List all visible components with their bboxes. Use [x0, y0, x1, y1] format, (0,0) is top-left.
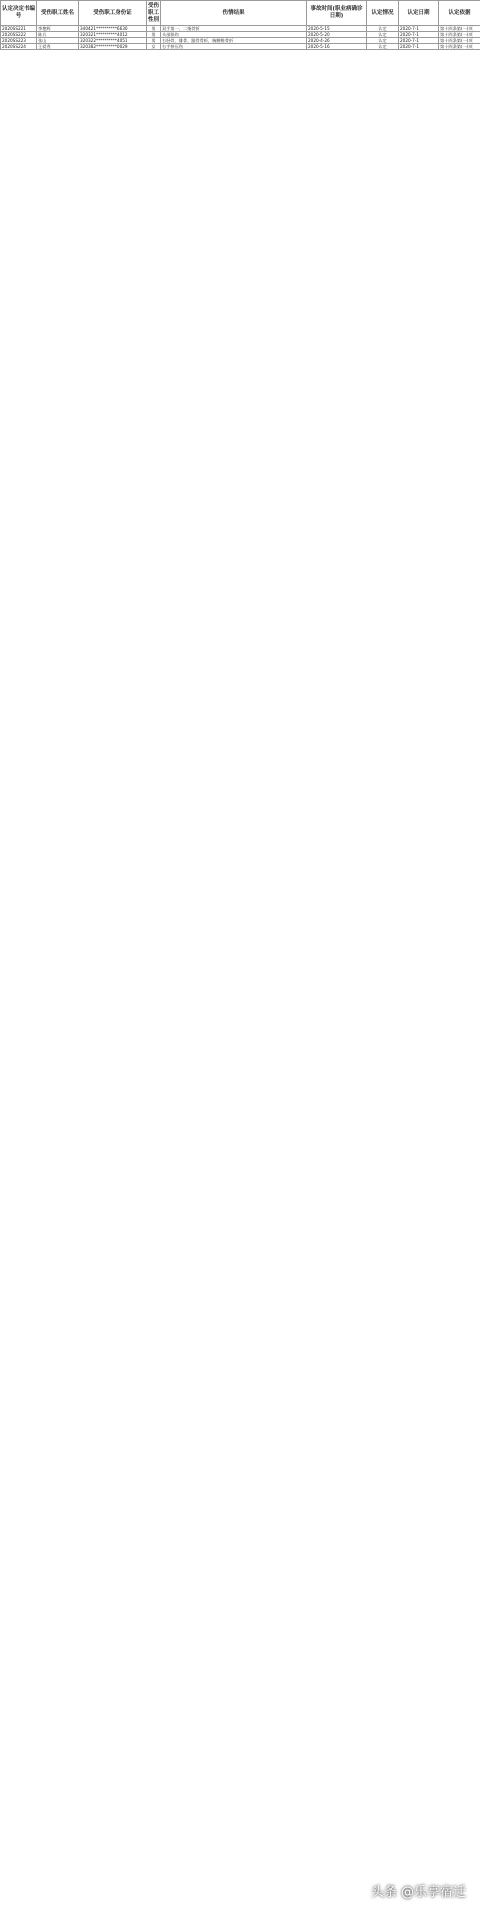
column-header: 伤情结果	[161, 1, 307, 26]
table-cell: 认定	[367, 44, 399, 50]
table-body	[1, 26, 480, 50]
table-cell: 认定	[367, 32, 399, 38]
table-cell: 320322**********4051	[79, 38, 147, 44]
table-cell: 张山	[37, 38, 79, 44]
table-cell: 2020-7-1	[399, 44, 439, 50]
column-header: 受伤职工性别	[147, 1, 161, 26]
column-header: 认定依据	[439, 1, 480, 26]
table-cell: 双手第一、二指骨折	[161, 26, 307, 32]
table-cell: 认定	[367, 38, 399, 44]
table-cell: 2020-5-15	[307, 26, 367, 32]
column-header: 认定日期	[399, 1, 439, 26]
table-row	[1, 44, 480, 50]
table-cell: 2020-7-1	[399, 32, 439, 38]
column-header: 受伤职工身份证	[79, 1, 147, 26]
table-cell: 头部损伤	[161, 32, 307, 38]
table-cell: 认定	[367, 26, 399, 32]
header-row	[1, 1, 480, 26]
column-header: 认定决定书编号	[1, 1, 37, 26]
table-cell: 男	[147, 26, 161, 32]
table-cell: 2020-4-26	[307, 38, 367, 44]
table-cell: 2020SS224	[1, 44, 37, 50]
table-cell: 320382**********0029	[79, 44, 147, 50]
table-cell: 男	[147, 32, 161, 38]
table-cell: 2020SS222	[1, 32, 37, 38]
table-cell: 2020-5-20	[307, 32, 367, 38]
table-cell: 2020SS221	[1, 26, 37, 32]
table-cell: 320321**********4012	[79, 32, 147, 38]
table-cell: 第十四条第(一)项	[439, 32, 480, 38]
column-header: 受伤职工姓名	[37, 1, 79, 26]
table-cell: 2020-7-1	[399, 26, 439, 32]
table-cell: 2020-5-16	[307, 44, 367, 50]
table-cell: 2020SS223	[1, 38, 37, 44]
table-cell: 陈兵	[37, 32, 79, 38]
table-cell: 李艳辉	[37, 26, 79, 32]
table-cell: 右手挤压伤	[161, 44, 307, 50]
table-cell: 第十四条第(一)项	[439, 38, 480, 44]
table-cell: 340421**********6630	[79, 26, 147, 32]
column-header: 认定情况	[367, 1, 399, 26]
table-cell: 男	[147, 38, 161, 44]
table-cell: 右胫骨、腓骨、跟骨骨折，胸腰椎骨折	[161, 38, 307, 44]
table-cell: 第十四条第(一)项	[439, 26, 480, 32]
watermark: 头条 @乐享宿迁	[370, 1885, 466, 1900]
table-cell: 2020-7-1	[399, 38, 439, 44]
injury-certification-table	[0, 0, 480, 50]
table-cell: 王爱秀	[37, 44, 79, 50]
table-cell: 女	[147, 44, 161, 50]
table-cell: 第十四条第(一)项	[439, 44, 480, 50]
column-header: 事故时间(职业病确诊日期)	[307, 1, 367, 26]
